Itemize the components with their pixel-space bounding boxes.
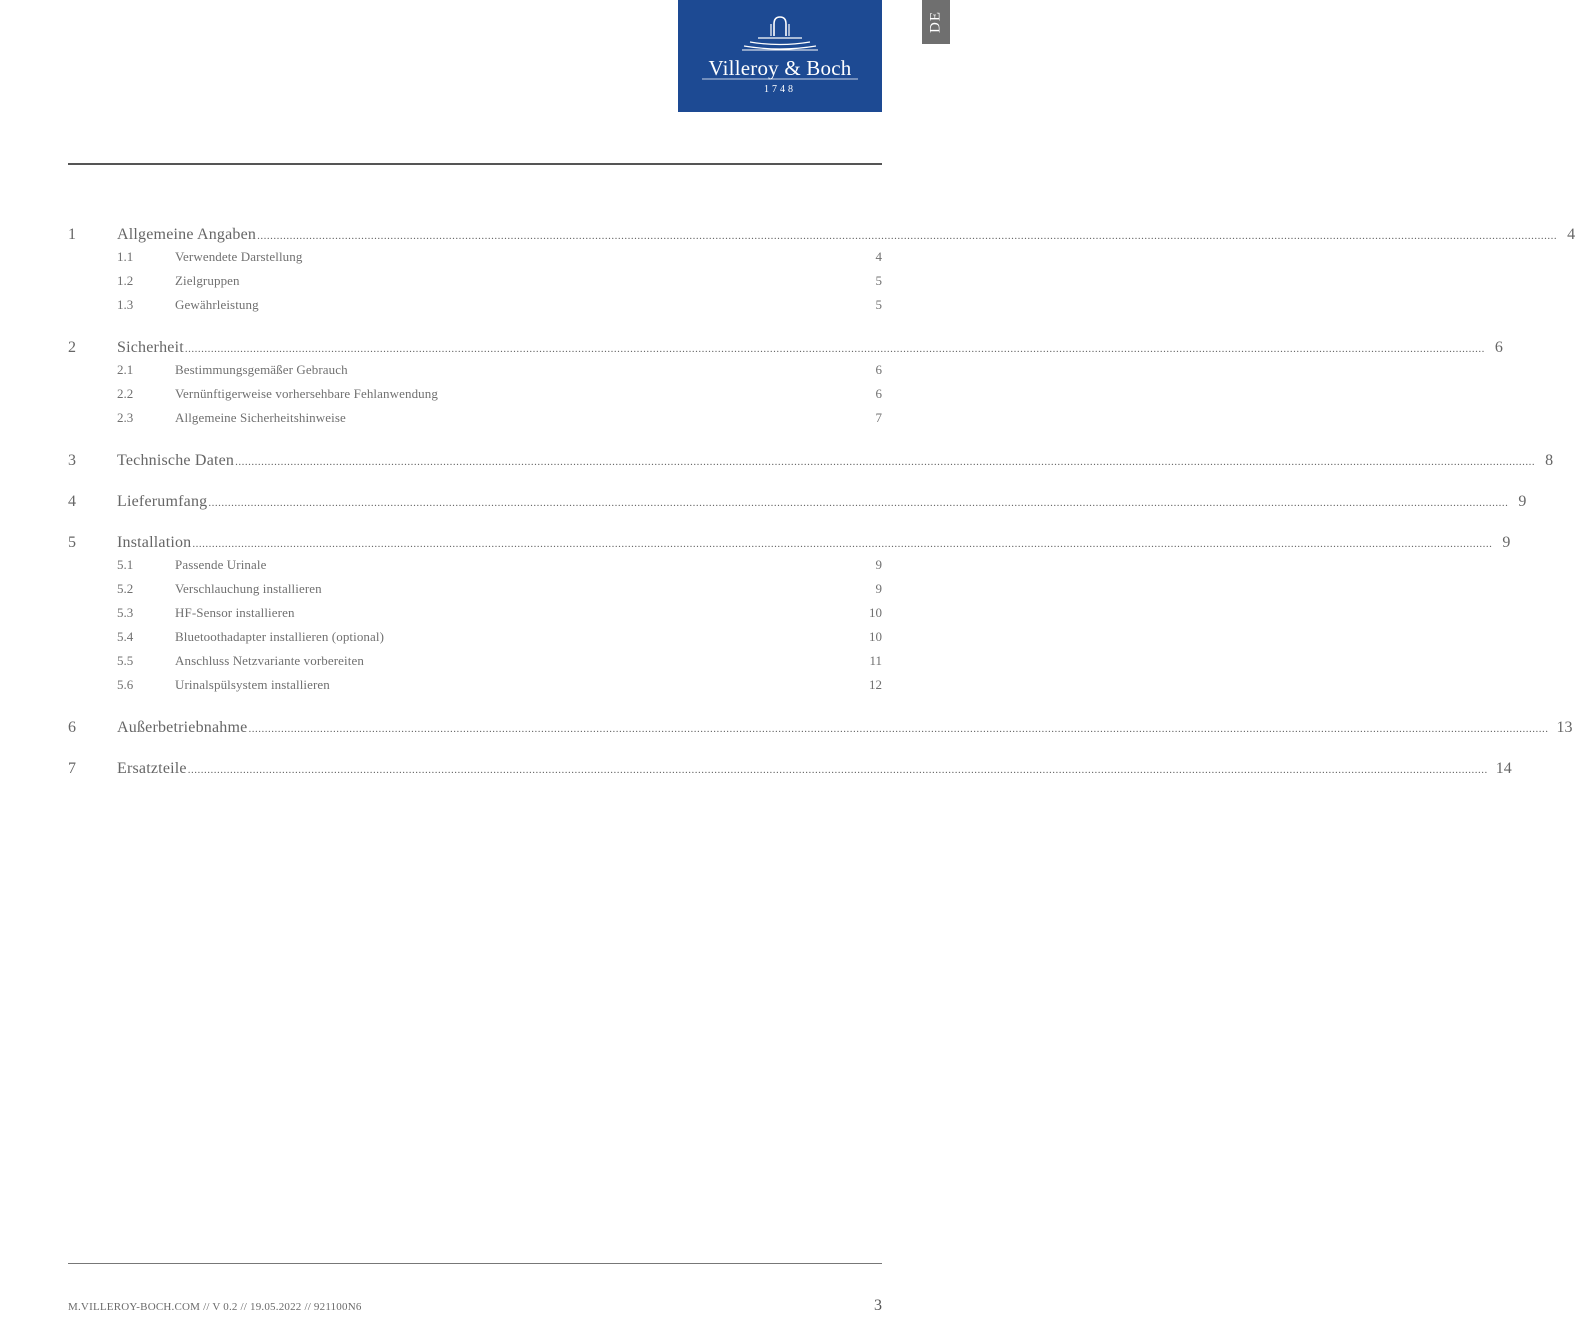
section-number: 5.4 [117,629,134,644]
section-number: 5.5 [117,653,134,668]
toc-section[interactable] [68,297,882,321]
section-number: 5.2 [117,581,134,596]
section-title: Vernünftigerweise vorhersehbare Fehlanwendung [175,386,438,401]
section-title: Gewährleistung [175,297,259,312]
section-title: Urinalspülsystem installieren [175,677,330,692]
chapter-title: Sicherheit [117,339,184,356]
chapter-number: 7 [68,760,76,777]
chapter-number: 2 [68,339,76,356]
toc-chapter[interactable] [68,452,1554,475]
chapter-number: 6 [68,719,76,736]
chapter-page: 13 [1556,719,1573,736]
chapter-page: 9 [1502,534,1511,551]
section-page: 11 [869,653,882,668]
section-number: 1.2 [117,273,134,288]
section-page: 10 [869,629,882,644]
chapter-number: 4 [68,493,76,510]
section-title: HF-Sensor installieren [175,605,295,620]
chapter-page: 8 [1545,452,1554,469]
section-title: Anschluss Netzvariante vorbereiten [175,653,364,668]
footer-text: M.VILLEROY-BOCH.COM // V 0.2 // 19.05.2022 // 921100N6 [68,1301,362,1313]
section-number: 1.1 [117,249,134,264]
toc-chapter[interactable] [68,534,1511,557]
toc-section[interactable] [68,557,882,581]
chapter-page: 6 [1494,339,1503,356]
chapter-title: Außerbetriebnahme [117,719,248,736]
section-page: 5 [875,273,882,288]
section-page: 4 [875,249,882,264]
section-title: Verschlauchung installieren [175,581,322,596]
dot-leader: ................................................................................................................................................................................................................................................................................................................................................................................................................ [257,230,1558,242]
section-number: 5.3 [117,605,134,620]
toc-section[interactable] [68,605,882,629]
toc-chapter[interactable] [68,226,1575,249]
dot-leader: ................................................................................................................................................................................................................................................................................................................................................................................................................ [235,456,1536,468]
section-title: Bestimmungsgemäßer Gebrauch [175,362,348,377]
toc-section[interactable] [68,410,882,434]
chapter-number: 1 [68,226,76,243]
brand-logo [678,0,882,112]
section-title: Verwendete Darstellung [175,249,303,264]
chapter-page: 4 [1567,226,1575,243]
chapter-number: 3 [68,452,76,469]
dot-leader: ................................................................................................................................................................................................................................................................................................................................................................................................................ [192,538,1493,550]
toc-section[interactable] [68,273,882,297]
brand-name: Villeroy & Boch [708,56,852,80]
section-number: 5.1 [117,557,134,572]
toc-chapter[interactable] [68,339,1503,362]
toc-chapter[interactable] [68,493,1527,516]
chapter-page: 9 [1518,493,1527,510]
section-number: 5.6 [117,677,134,692]
section-title: Bluetoothadapter installieren (optional) [175,629,385,644]
section-number: 2.3 [117,410,134,425]
section-number: 2.1 [117,362,134,377]
section-page: 9 [875,581,882,596]
brand-year: 1748 [764,84,796,95]
toc-section[interactable] [68,629,882,653]
chapter-title: Installation [117,534,192,551]
page-number: 3 [874,1297,882,1314]
language-label: DE [927,11,944,33]
toc-section[interactable] [68,249,882,273]
section-page: 6 [875,386,882,401]
dot-leader: ................................................................................................................................................................................................................................................................................................................................................................................................................ [184,343,1485,355]
section-number: 2.2 [117,386,134,401]
chapter-title: Ersatzteile [117,760,187,777]
toc-chapter[interactable] [68,719,1573,742]
toc-section[interactable] [68,653,882,677]
section-page: 5 [875,297,882,312]
chapter-number: 5 [68,534,76,551]
toc-section[interactable] [68,581,882,605]
section-title: Allgemeine Sicherheitshinweise [175,410,346,425]
section-title: Passende Urinale [175,557,267,572]
dot-leader: ................................................................................................................................................................................................................................................................................................................................................................................................................ [208,497,1509,509]
toc-section[interactable] [68,677,882,701]
table-of-contents [68,226,1575,783]
dot-leader: ................................................................................................................................................................................................................................................................................................................................................................................................................ [187,764,1488,776]
footer-divider [68,1263,882,1264]
chapter-title: Technische Daten [117,452,235,469]
chapter-title: Allgemeine Angaben [117,226,257,243]
header-divider [68,163,882,165]
page-footer [68,1297,882,1315]
toc-section[interactable] [68,362,882,386]
chapter-page: 14 [1495,760,1512,777]
section-page: 9 [875,557,882,572]
section-title: Zielgruppen [175,273,240,288]
toc-chapter[interactable] [68,760,1512,783]
section-number: 1.3 [117,297,134,312]
toc-section[interactable] [68,386,882,410]
section-page: 10 [869,605,882,620]
dot-leader: ................................................................................................................................................................................................................................................................................................................................................................................................................ [248,723,1549,735]
language-tab [922,0,950,44]
section-page: 12 [869,677,882,692]
section-page: 7 [875,410,882,425]
section-page: 6 [875,362,882,377]
chapter-title: Lieferumfang [117,493,208,510]
